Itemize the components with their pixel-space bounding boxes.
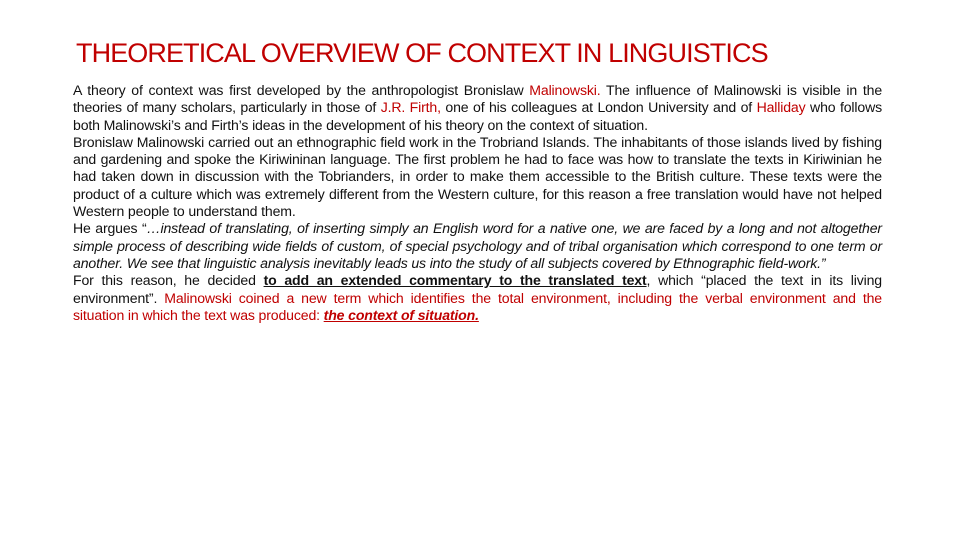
p1-text-d: who follows both Malinowski’s and Firth’s ideas in the development of his theory on the context of situation. bbox=[73, 99, 882, 133]
p4-text-a: For this reason, he decided bbox=[73, 272, 264, 289]
p1-text-b: The influence of Malinowski is visible in the theories of many scholars, particularly in those of bbox=[73, 82, 883, 116]
paragraph-conclusion bbox=[73, 272, 882, 324]
p4-text-c: Malinowski coined a new term which identifies the total environment, including the verbal environment and the situation in which the text was produced: bbox=[73, 289, 882, 323]
name-halliday: Halliday bbox=[756, 99, 806, 116]
name-malinowski: Malinowski. bbox=[529, 82, 601, 98]
malinowski-quote: …instead of translating, of inserting simply an English word for a native one, we are faced by a long and not altogether simple process of describing wide fields of custom, of special psychology and of tribal organisation which correspond to one term or another. We see that linguistic analysis inevitably leads us into the study of all subjects covered by Ethnographic field-work.” bbox=[73, 220, 882, 271]
slide-body bbox=[73, 82, 882, 324]
name-firth: J.R. Firth, bbox=[380, 99, 441, 116]
term-context-of-situation: the context of situation. bbox=[323, 306, 479, 323]
paragraph-fieldwork: Bronislaw Malinowski carried out an ethnographic field work in the Trobriand Islands. The inhabitants of those islands lived by fishing and gardening and spoke the Kiriwininan language. The first problem he had to face was how to translate the texts in Kiriwinian he had taken down in discussion with the Tobrianders, in order to make them accessible to the British culture. These texts were the product of a culture which was extremely different from the Western culture, for this reason a free translation would have not helped Western people to understand them. bbox=[73, 133, 882, 220]
key-phrase-commentary: to add an extended commentary to the translated text bbox=[263, 272, 647, 289]
p1-text-a: A theory of context was first developed by the anthropologist Bronislaw bbox=[73, 82, 530, 98]
quote-lead: He argues “ bbox=[73, 220, 147, 237]
p4-text-b: , which “placed the text in its living environment”. bbox=[73, 272, 882, 306]
paragraph-origin bbox=[73, 82, 882, 134]
slide-title: THEORETICAL OVERVIEW OF CONTEXT IN LINGUISTICS bbox=[76, 38, 768, 68]
p1-text-c: one of his colleagues at London University and of bbox=[440, 99, 757, 116]
paragraph-quote bbox=[73, 220, 882, 272]
